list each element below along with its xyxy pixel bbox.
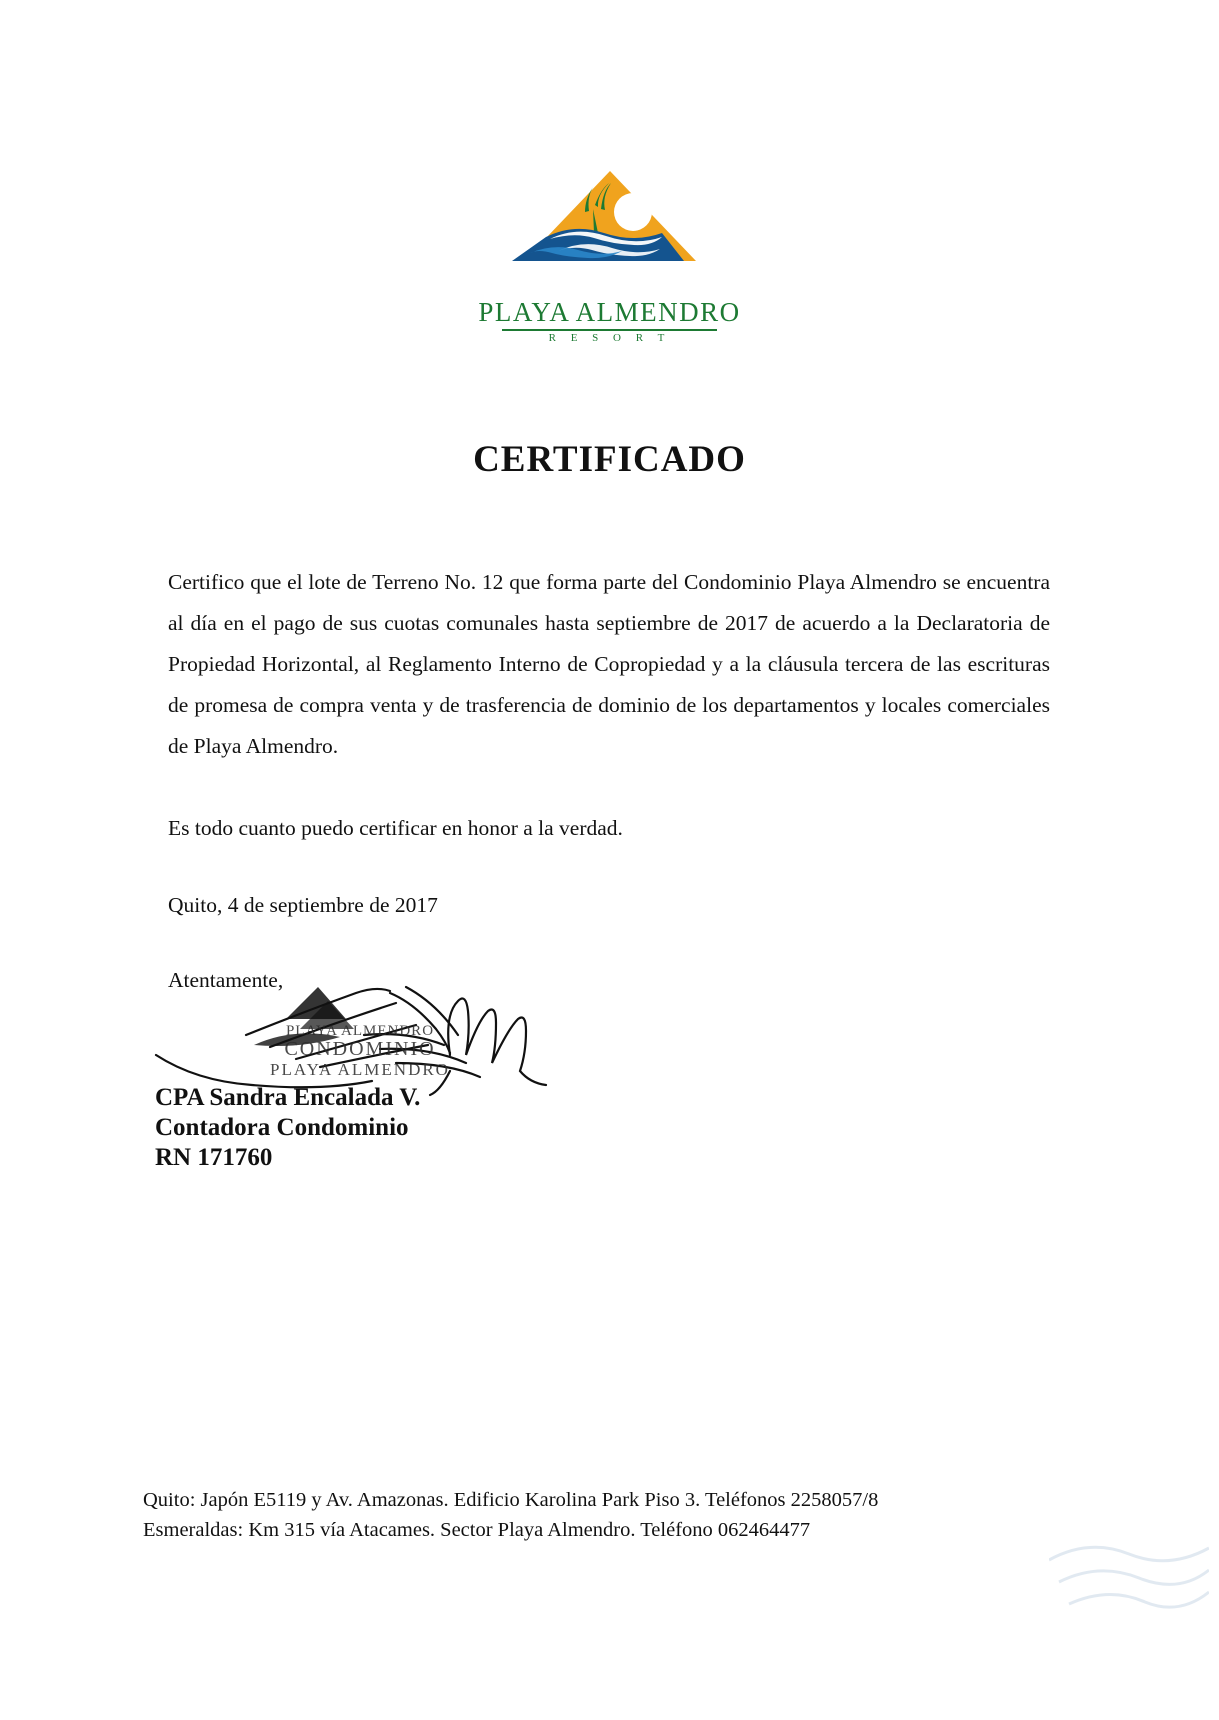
logo-brand-name: PLAYA ALMENDRO (478, 297, 741, 327)
page-title: CERTIFICADO (473, 439, 746, 480)
body-paragraph-2: Es todo cuanto puedo certificar en honor a la verdad. (168, 816, 623, 840)
paragraph-spacer-2 (168, 849, 1050, 885)
signer-role: Contadora Condominio (155, 1114, 409, 1141)
footer-line-1: Quito: Japón E5119 y Av. Amazonas. Edificio Karolina Park Piso 3. Teléfonos 2258057/8 (143, 1489, 879, 1511)
watermark-wave-icon (1049, 1520, 1209, 1640)
logo-wordmark (478, 299, 740, 344)
stamp-line-2: CONDOMINIO (284, 1038, 436, 1060)
company-logo (0, 165, 1219, 344)
paragraph-spacer (168, 767, 1050, 808)
logo-mark-icon (500, 165, 720, 295)
footer-line-2: Esmeraldas: Km 315 vía Atacames. Sector Playa Almendro. Teléfono 062464477 (143, 1519, 811, 1541)
official-stamp (210, 1023, 510, 1080)
signer-name: CPA Sandra Encalada V. (155, 1084, 421, 1111)
stamp-line-1: PLAYA ALMENDRO (285, 1023, 435, 1039)
stamp-line-3: PLAYA ALMENDRO (270, 1060, 450, 1079)
logo-brand-sub: R E S O R T (548, 332, 671, 344)
page-footer (143, 1485, 1103, 1545)
paragraph-spacer-3 (168, 926, 1050, 960)
place-and-date: Quito, 4 de septiembre de 2017 (168, 893, 438, 917)
body-paragraph-1: Certifico que el lote de Terreno No. 12 que forma parte del Condominio Playa Almendro se encuentra al día en el pago de sus cuotas comunales hasta septiembre de 2017 de acuerdo a la Declaratoria de Propiedad Horizontal, al Reglamento Interno de Copropiedad y a la cláusula tercera de las escrituras de promesa de compra venta y de trasferencia de dominio de los departamentos y locales comerciales de Playa Almendro. (168, 570, 1050, 758)
logo-divider (502, 329, 717, 331)
closing-salutation: Atentamente, (168, 968, 284, 992)
document-body (168, 562, 1050, 1001)
signer-registration: RN 171760 (155, 1144, 273, 1171)
signature-block (155, 1083, 420, 1173)
